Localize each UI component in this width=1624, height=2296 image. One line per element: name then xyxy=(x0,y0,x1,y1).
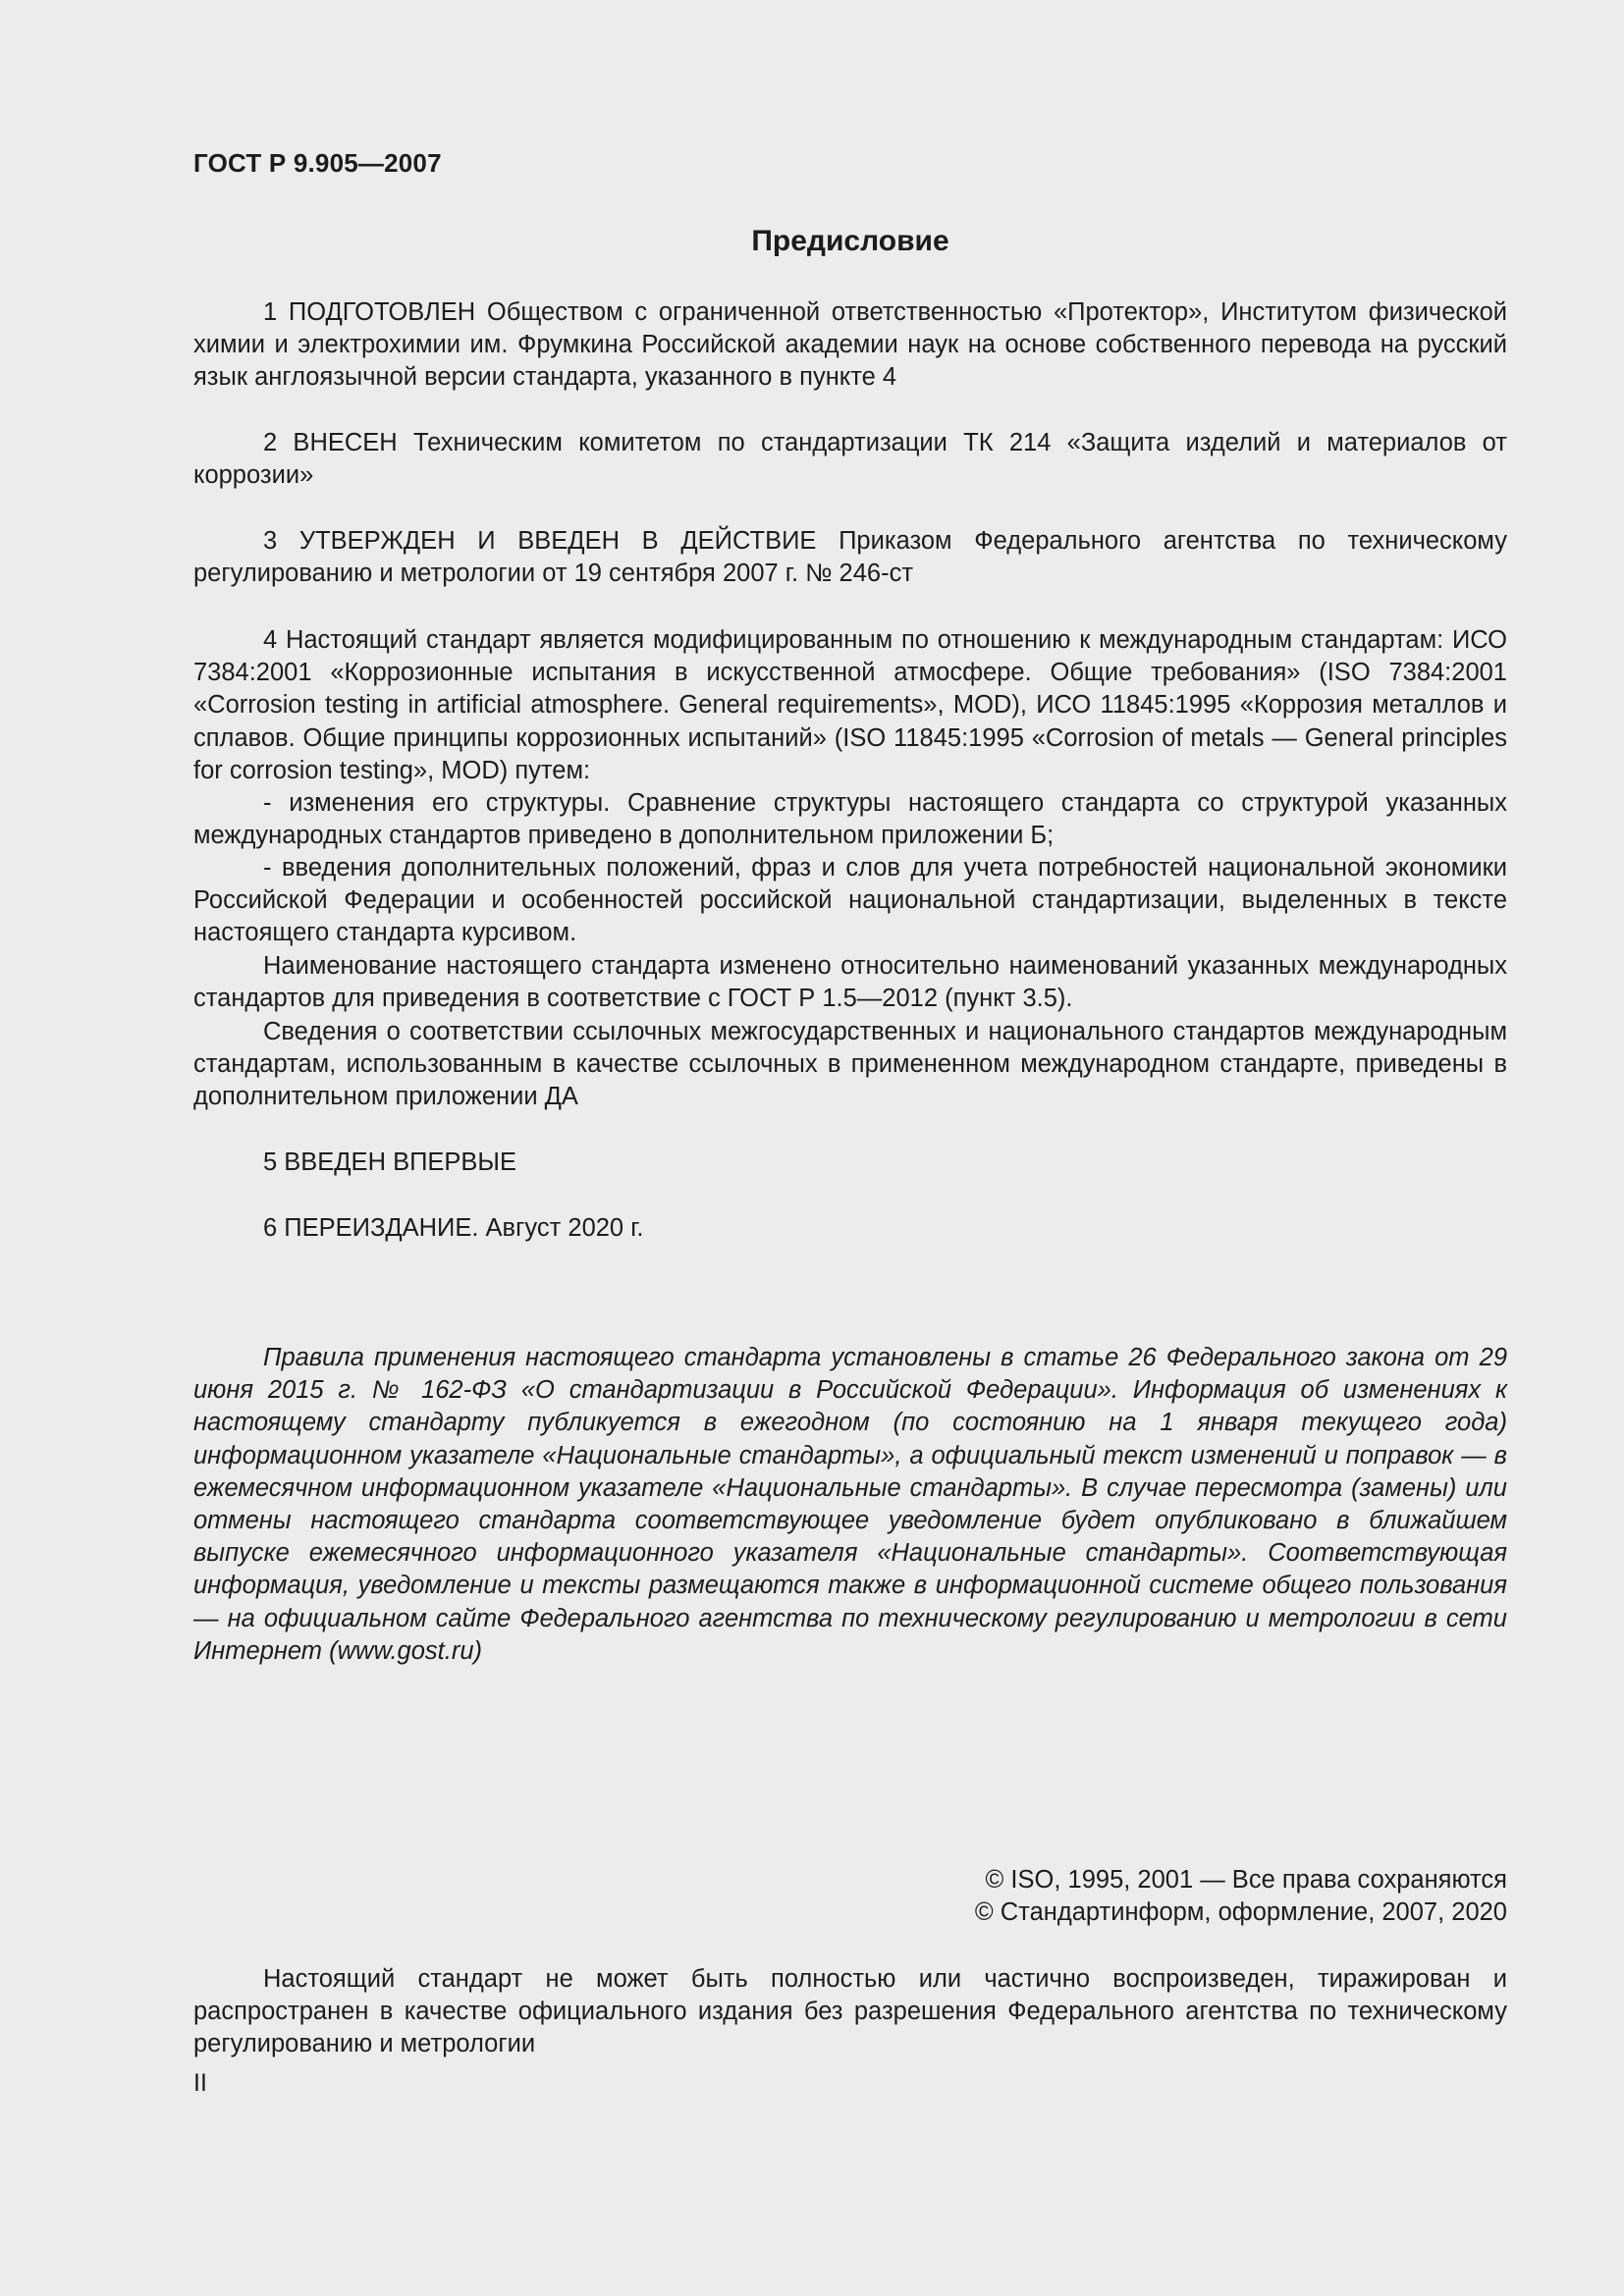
foreword-title: Предисловие xyxy=(751,225,949,257)
foreword-item-1: 1 ПОДГОТОВЛЕН Обществом с ограниченной ответственностью «Протектор», Институтом физической химии и электрохимии им. Фрумкина Российской академии наук на основе собственного перевода на русский язык англоязычной версии стандарта, указанного в пункте 4 xyxy=(193,298,1507,392)
page-number: II xyxy=(193,2069,207,2097)
foreword-item-2: 2 ВНЕСЕН Техническим комитетом по стандартизации ТК 214 «Защита изделий и материалов от коррозии» xyxy=(193,429,1507,490)
document-code-header: ГОСТ Р 9.905—2007 xyxy=(193,148,442,178)
rules-of-application-note: Правила применения настоящего стандарта установлены в статье 26 Федерального закона от 29 июня 2015 г. № 162-ФЗ «О стандартизации в Российской Федерации». Информация об изменениях к настоящему стандарту публикуется в ежегодном (по состоянию на 1 января текущего года) информационном указателе «Национальные стандарты», а официальный текст изменений и поправок — в ежемесячном информационном указателе «Национальные стандарты». В случае пересмотра (замены) или отмены настоящего стандарта соответствующее уведомление будет опубликовано в ближайшем выпуске ежемесячного информационного указателя «Национальные стандарты». Соответствующая информация, уведомление и тексты размещаются также в информационной системе общего пользования — на официальном сайте Федерального агентства по техническому регулированию и метрологии в сети Интернет (www.gost.ru) xyxy=(193,1344,1507,1665)
foreword-item-4-sub-2: - введения дополнительных положений, фраз и слов для учета потребностей национальной экономики Российской Федерации и особенностей российской национальной стандартизации, выделенных в тексте настоящего стандарта курсивом. xyxy=(193,854,1507,947)
foreword-item-4-sub-4: Сведения о соответствии ссылочных межгосударственных и национального стандартов международным стандартам, использованным в качестве ссылочных в примененном международном стандарте, приведены в дополнительном приложении ДА xyxy=(193,1018,1507,1111)
foreword-item-4-sub-1: - изменения его структуры. Сравнение структуры настоящего стандарта со структурой указанных международных стандартов приведено в дополнительном приложении Б; xyxy=(193,789,1507,850)
copyright-iso: © ISO, 1995, 2001 — Все права сохраняются xyxy=(985,1866,1507,1894)
copyright-standartinform: © Стандартинформ, оформление, 2007, 2020 xyxy=(974,1898,1507,1926)
document-page xyxy=(193,0,1507,2296)
foreword-item-5: 5 ВВЕДЕН ВПЕРВЫЕ xyxy=(263,1148,517,1176)
reproduction-notice: Настоящий стандарт не может быть полностью или частично воспроизведен, тиражирован и распространен в качестве официального издания без разрешения Федерального агентства по техническому регулированию и метрологии xyxy=(193,1965,1507,2058)
foreword-item-4-sub-3: Наименование настоящего стандарта изменено относительно наименований указанных международных стандартов для приведения в соответствие с ГОСТ Р 1.5—2012 (пункт 3.5). xyxy=(193,952,1507,1013)
copyright-block xyxy=(193,1864,1507,1929)
foreword-item-4: 4 Настоящий стандарт является модифицированным по отношению к международным стандартам: ИСО 7384:2001 «Коррозионные испытания в искусственной атмосфере. Общие требования» (ISO 7384:2001 «Corrosion testing in artificial atmosphere. General requirements», MOD), ИСО 11845:1995 «Коррозия металлов и сплавов. Общие принципы коррозионных испытаний» (ISO 11845:1995 «Corrosion of metals — General principles for corrosion testing», MOD) путем: xyxy=(193,626,1507,784)
foreword-item-6: 6 ПЕРЕИЗДАНИЕ. Август 2020 г. xyxy=(263,1214,644,1242)
foreword-item-3: 3 УТВЕРЖДЕН И ВВЕДЕН В ДЕЙСТВИЕ Приказом Федерального агентства по техническому регулированию и метрологии от 19 сентября 2007 г. № 246-ст xyxy=(193,527,1507,588)
